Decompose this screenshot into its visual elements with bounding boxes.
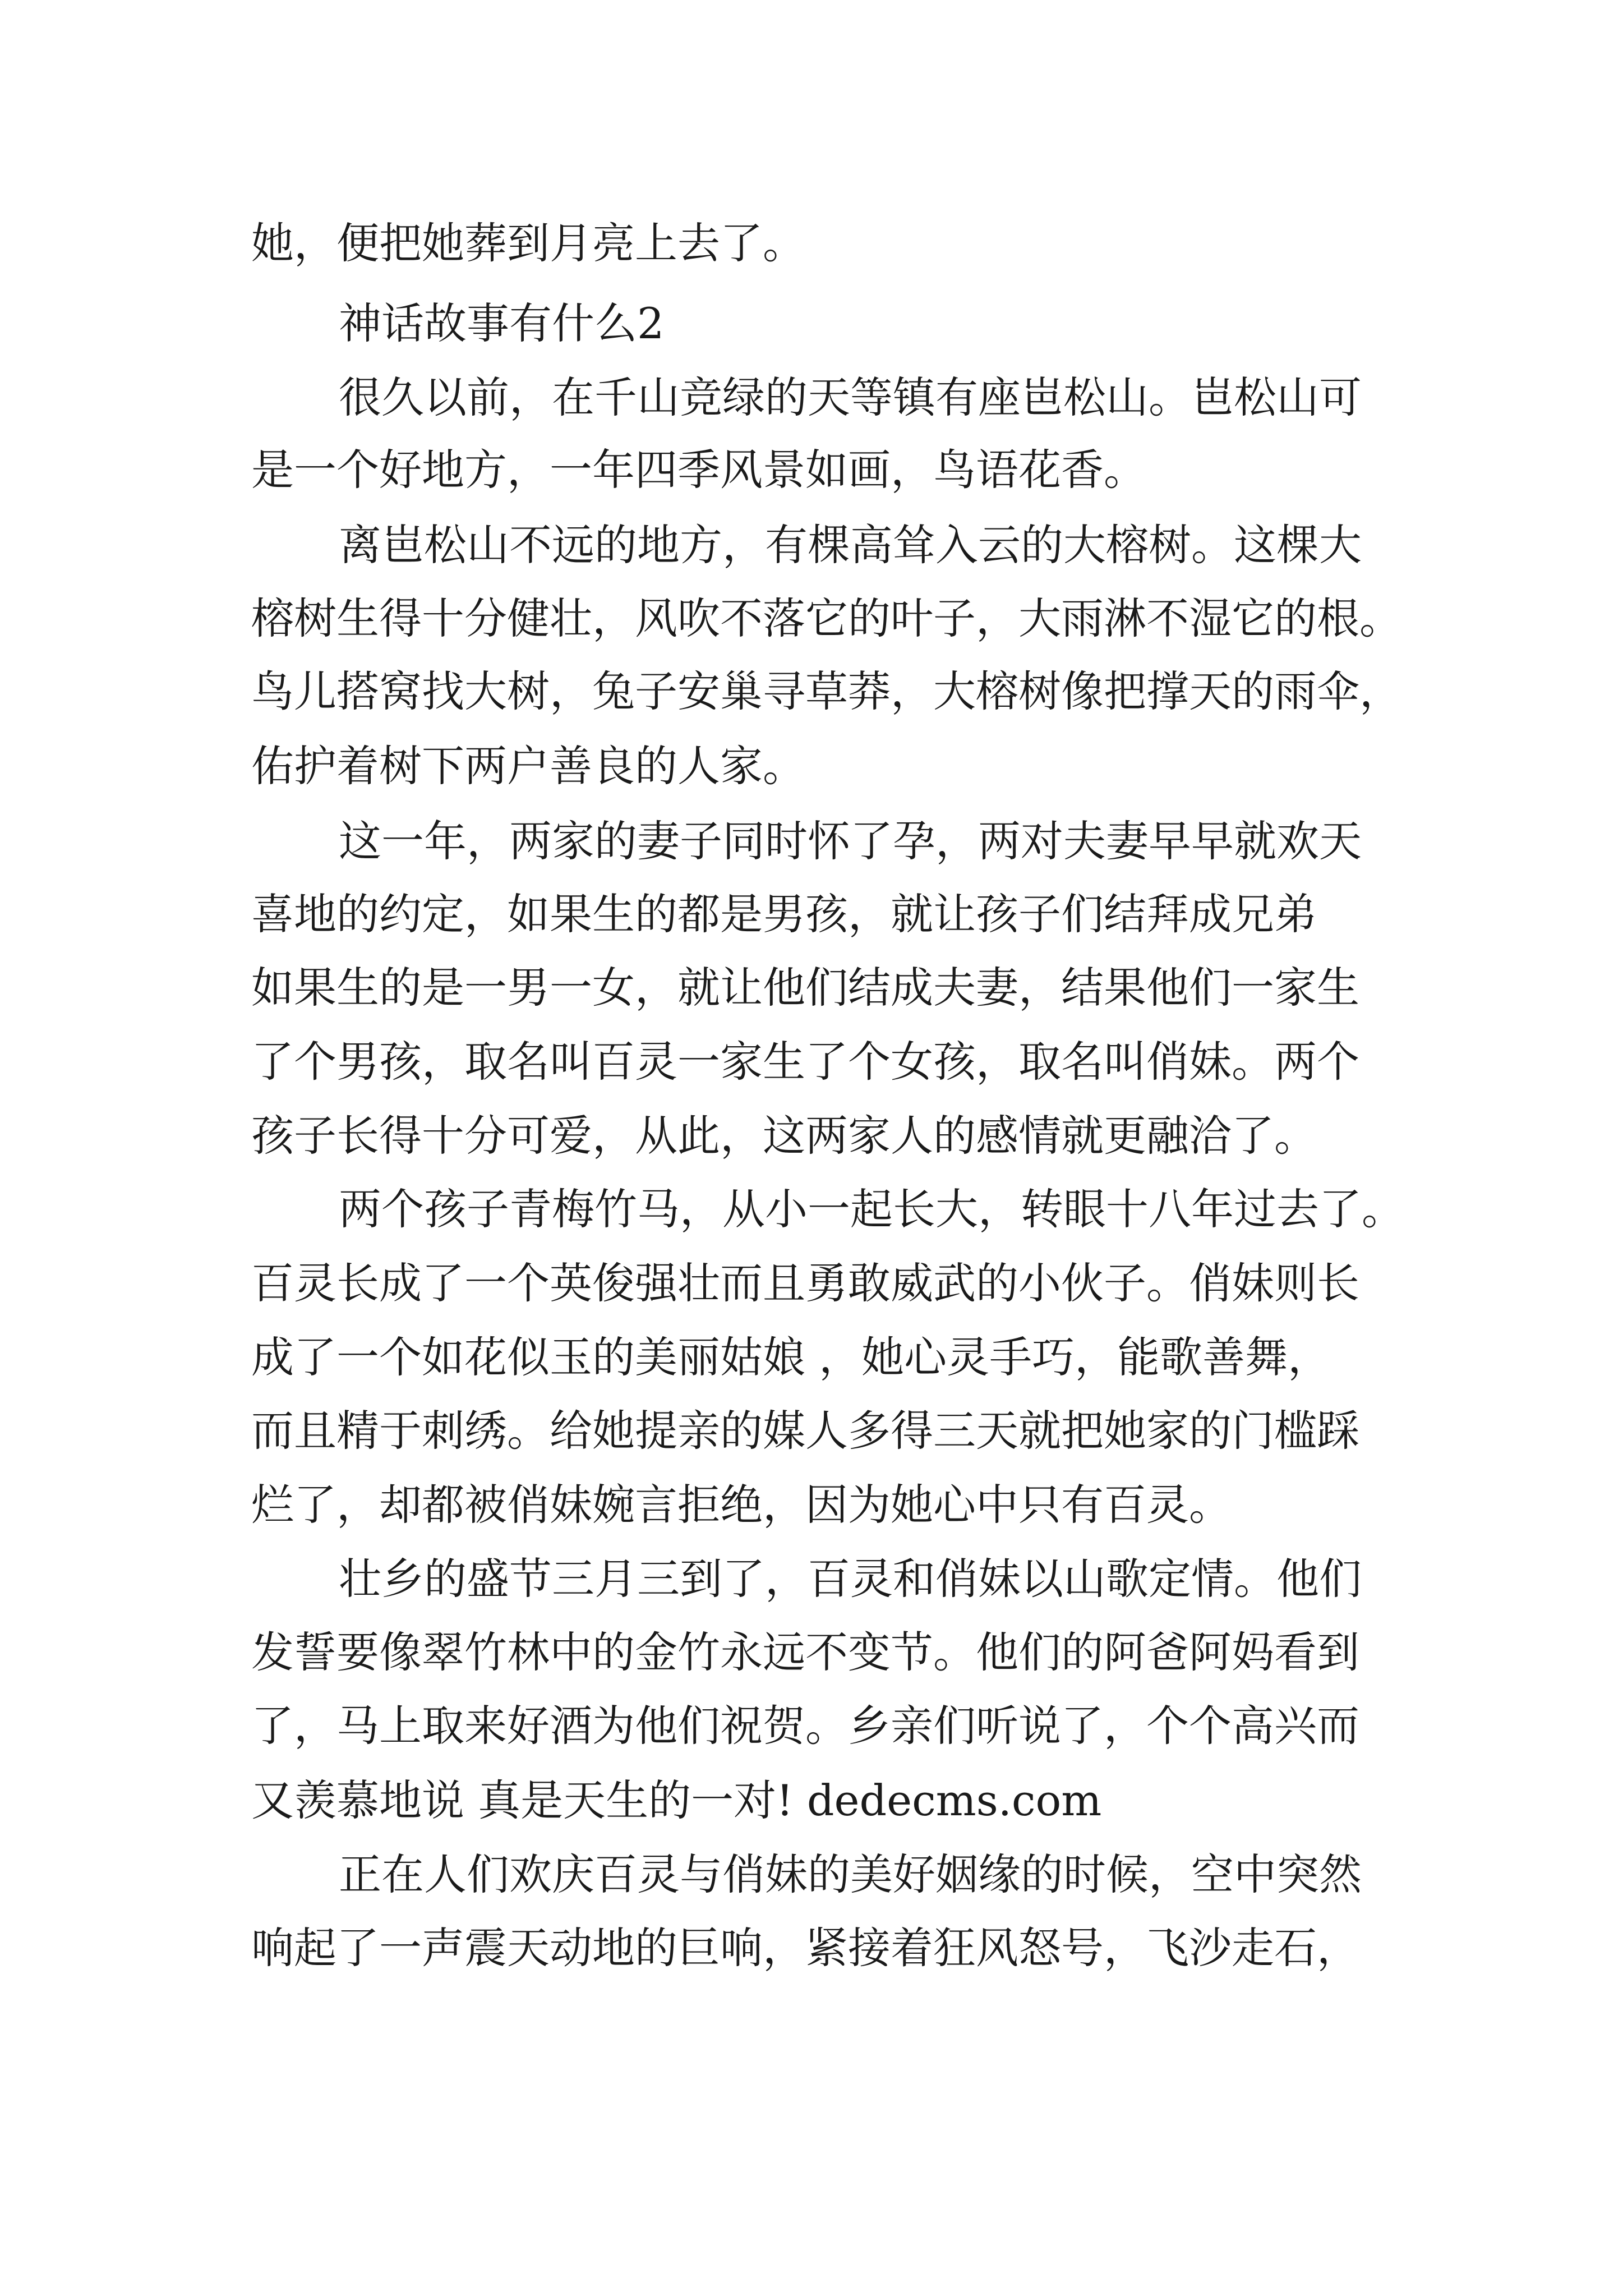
text-line: 又羡慕地说 真是天生的一对! dedecms.com	[251, 1775, 1102, 1825]
text-line: 喜地的约定，如果生的都是男孩，就让孩子们结拜成兄弟	[251, 889, 1317, 939]
text-line: 壮乡的盛节三月三到了，百灵和俏妹以山歌定情。他们	[339, 1554, 1362, 1604]
text-line: 是一个好地方，一年四季风景如画，鸟语花香。	[251, 445, 1146, 495]
text-line: 烂了，却都被俏妹婉言拒绝，因为她心中只有百灵。	[251, 1480, 1232, 1530]
text-line: 如果生的是一男一女，就让他们结成夫妻，结果他们一家生	[251, 963, 1359, 1013]
text-line: 了，马上取来好酒为他们祝贺。乡亲们听说了，个个高兴而	[251, 1701, 1359, 1751]
text-line: 两个孩子青梅竹马，从小一起长大，转眼十八年过去了。	[339, 1184, 1404, 1234]
text-line: 鸟儿搭窝找大树，兔子安巢寻草莽，大榕树像把撑天的雨伞，	[251, 666, 1402, 716]
text-line: 她，便把她葬到月亮上去了。	[251, 218, 805, 268]
text-line: 榕树生得十分健壮，风吹不落它的叶子，大雨淋不湿它的根。	[251, 593, 1402, 643]
text-line: 响起了一声震天动地的巨响，紧接着狂风怒号，飞沙走石，	[251, 1923, 1359, 1973]
text-line: 孩子长得十分可爱，从此，这两家人的感情就更融洽了。	[251, 1111, 1317, 1161]
section-heading: 神话故事有什么2	[339, 298, 665, 348]
text-line: 了个男孩，取名叫百灵一家生了个女孩，取名叫俏妹。两个	[251, 1037, 1359, 1087]
text-line: 成了一个如花似玉的美丽姑娘 ，她心灵手巧，能歌善舞，	[251, 1332, 1331, 1382]
text-line: 百灵长成了一个英俊强壮而且勇敢威武的小伙子。俏妹则长	[251, 1258, 1359, 1308]
text-line: 离岜松山不远的地方，有棵高耸入云的大榕树。这棵大	[339, 520, 1362, 570]
text-line: 发誓要像翠竹林中的金竹永远不变节。他们的阿爸阿妈看到	[251, 1627, 1359, 1677]
text-line: 而且精于刺绣。给她提亲的媒人多得三天就把她家的门槛踩	[251, 1406, 1359, 1456]
text-line: 很久以前，在千山竞绿的天等镇有座岜松山。岜松山可	[339, 372, 1362, 422]
text-line: 这一年，两家的妻子同时怀了孕，两对夫妻早早就欢天	[339, 816, 1362, 866]
text-line: 正在人们欢庆百灵与俏妹的美好姻缘的时候，空中突然	[339, 1849, 1362, 1899]
text-line: 佑护着树下两户善良的人家。	[251, 741, 805, 791]
